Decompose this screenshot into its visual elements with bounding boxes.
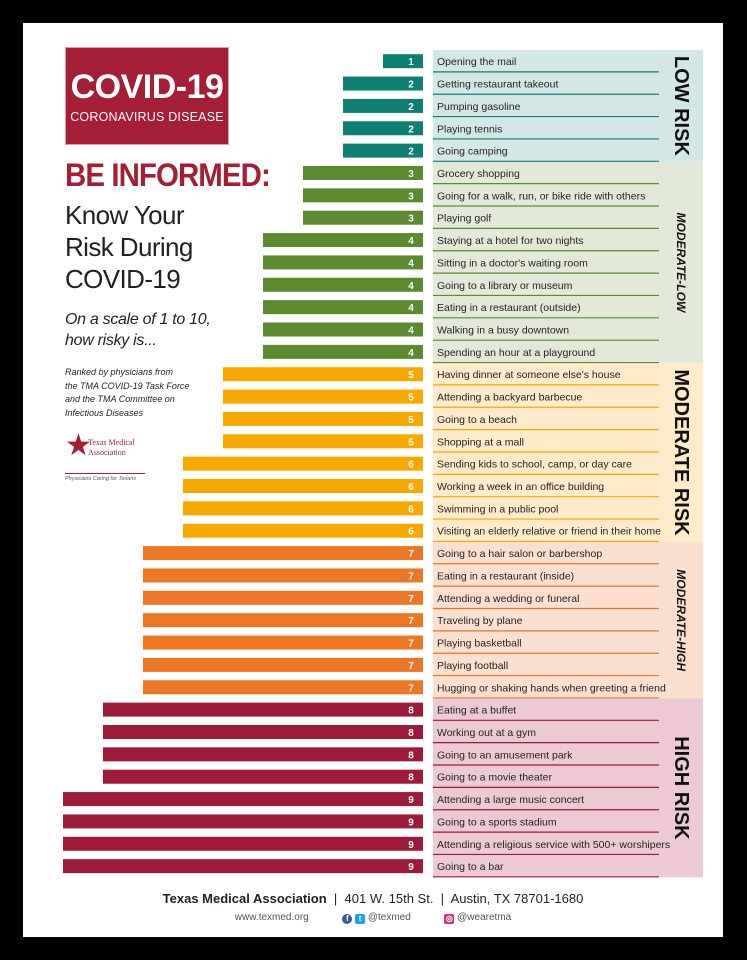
activity-label: Sending kids to school, camp, or day care <box>437 458 632 471</box>
risk-bar <box>143 568 423 582</box>
tma-tagline: Physicians Caring for Texans <box>65 476 137 482</box>
bar-value-label: 8 <box>408 750 414 762</box>
activity-label: Working out at a gym <box>437 726 537 739</box>
facebook-icon[interactable]: f <box>342 914 352 924</box>
instagram-icon[interactable]: ◎ <box>445 914 453 923</box>
risk-bar <box>103 725 423 739</box>
activity-label: Eating in a restaurant (inside) <box>437 570 575 583</box>
footer-links <box>23 912 723 924</box>
bar-value-label: 5 <box>408 437 414 449</box>
activity-label: Going to a bar <box>437 861 504 874</box>
bar-value-label: 5 <box>408 414 414 426</box>
bar-value-label: 4 <box>408 280 414 292</box>
activity-label: Visiting an elderly relative or friend in their home <box>437 525 661 538</box>
bar-value-label: 2 <box>408 101 414 113</box>
footer-street: 401 W. 15th St. <box>344 891 434 906</box>
bar-value-label: 3 <box>408 168 414 180</box>
footer-address <box>23 891 723 906</box>
bar-value-label: 2 <box>408 124 414 136</box>
footer-website[interactable]: www.texmed.org <box>234 912 309 923</box>
activity-label: Working a week in an office building <box>437 481 605 494</box>
ranked-line-1: Ranked by physicians from <box>65 367 174 377</box>
bar-value-label: 3 <box>408 213 414 225</box>
texas-star-icon: ★ <box>65 429 92 462</box>
infographic-page <box>23 23 723 937</box>
bar-value-label: 4 <box>408 303 414 315</box>
logo-divider <box>65 473 145 474</box>
footer-instagram-handle[interactable]: @wearetma <box>457 912 512 923</box>
activity-label: Traveling by plane <box>437 615 523 628</box>
activity-label: Pumping gasoline <box>437 100 521 113</box>
bar-value-label: 7 <box>408 638 414 650</box>
risk-bar <box>103 747 423 761</box>
footer-separator-1: | <box>333 891 338 906</box>
risk-group-label: MODERATE RISK <box>670 369 692 536</box>
bar-value-label: 6 <box>408 526 414 538</box>
risk-bar <box>223 434 423 448</box>
risk-bar <box>183 501 423 515</box>
activity-label: Eating at a buffet <box>437 704 517 717</box>
know-line-2: Risk During <box>65 232 193 262</box>
activity-label: Going camping <box>437 145 508 158</box>
bar-value-label: 7 <box>408 549 414 561</box>
risk-bar <box>63 814 423 828</box>
risk-bar <box>103 703 423 717</box>
risk-group-label: LOW RISK <box>670 55 692 156</box>
know-your-risk-heading <box>65 199 285 295</box>
know-line-3: COVID-19 <box>65 264 181 294</box>
bar-value-label: 7 <box>408 683 414 695</box>
risk-bar <box>183 479 423 493</box>
activity-label: Shopping at a mall <box>437 436 524 449</box>
activity-label: Staying at a hotel for two nights <box>437 235 584 248</box>
bar-value-label: 6 <box>408 482 414 494</box>
activity-label: Having dinner at someone else's house <box>437 369 621 382</box>
footer-separator-2: | <box>440 891 445 906</box>
bar-value-label: 7 <box>408 616 414 628</box>
activity-label: Going to an amusement park <box>437 749 573 762</box>
scale-question <box>65 309 211 351</box>
risk-bar <box>263 233 423 247</box>
activity-label: Opening the mail <box>437 56 517 69</box>
activity-label: Attending a large music concert <box>437 794 585 807</box>
bar-value-label: 4 <box>408 347 414 359</box>
risk-bar <box>263 300 423 314</box>
title-subtitle: CORONAVIRUS DISEASE <box>70 110 224 124</box>
activity-label: Spending an hour at a playground <box>437 346 596 359</box>
bar-value-label: 3 <box>408 191 414 203</box>
bar-value-label: 7 <box>408 660 414 672</box>
bar-value-label: 6 <box>408 504 414 516</box>
activity-label: Swimming in a public pool <box>437 503 559 516</box>
bar-value-label: 8 <box>408 727 414 739</box>
bar-value-label: 9 <box>408 862 414 874</box>
scale-line-1: On a scale of 1 to 10, <box>65 311 211 328</box>
activity-label: Sitting in a doctor's waiting room <box>437 257 588 270</box>
bar-value-label: 5 <box>408 392 414 404</box>
risk-bar <box>143 658 423 672</box>
bar-value-label: 1 <box>408 57 414 69</box>
risk-bar <box>143 636 423 650</box>
bar-value-label: 9 <box>408 817 414 829</box>
be-informed-heading: BE INFORMED: <box>65 157 270 193</box>
footer-org: Texas Medical Association <box>162 891 327 906</box>
twitter-icon[interactable]: t <box>355 914 365 924</box>
bar-value-label: 6 <box>408 459 414 471</box>
scale-line-2: how risky is... <box>65 332 157 349</box>
title-main: COVID-19 <box>70 68 224 106</box>
risk-bar <box>263 323 423 337</box>
risk-bar <box>263 345 423 359</box>
activity-label: Attending a wedding or funeral <box>437 592 580 605</box>
bar-value-label: 8 <box>408 772 414 784</box>
risk-bar <box>223 390 423 404</box>
know-line-1: Know Your <box>65 200 184 230</box>
risk-bar <box>63 837 423 851</box>
activity-label: Playing basketball <box>437 637 522 650</box>
risk-bar <box>223 412 423 426</box>
bar-value-label: 5 <box>408 370 414 382</box>
risk-bar <box>183 457 423 471</box>
risk-bar <box>263 278 423 292</box>
bar-value-label: 7 <box>408 571 414 583</box>
activity-label: Going to a beach <box>437 413 517 426</box>
risk-bar <box>223 367 423 381</box>
footer-city: Austin, TX 78701-1680 <box>450 891 584 906</box>
tma-logo-name <box>88 438 135 458</box>
risk-bar <box>143 613 423 627</box>
covid-title-box <box>65 47 229 145</box>
bar-value-label: 4 <box>408 325 414 337</box>
activity-label: Attending a backyard barbecue <box>437 391 583 404</box>
risk-bar <box>263 255 423 269</box>
activity-label: Going to a library or museum <box>437 279 573 292</box>
bar-value-label: 4 <box>408 258 414 270</box>
risk-bar <box>143 680 423 694</box>
risk-group-label: HIGH RISK <box>670 736 692 840</box>
tma-logo-name-line-1: Texas Medical <box>88 438 135 447</box>
ranked-by-note <box>65 366 189 420</box>
risk-bar <box>383 54 423 68</box>
activity-label: Walking in a busy downtown <box>437 324 570 337</box>
activity-label: Grocery shopping <box>437 167 520 180</box>
activity-label: Going to a movie theater <box>437 771 552 784</box>
risk-bar <box>63 792 423 806</box>
tma-logo-name-line-2: Association <box>88 448 126 457</box>
activity-label: Playing football <box>437 659 509 672</box>
activity-label: Going to a hair salon or barbershop <box>437 548 603 561</box>
footer-social-handle[interactable]: @texmed <box>367 912 411 923</box>
bar-value-label: 7 <box>408 593 414 605</box>
risk-bar <box>103 770 423 784</box>
bar-value-label: 2 <box>408 79 414 91</box>
risk-bar <box>143 546 423 560</box>
ranked-line-2: the TMA COVID-19 Task Force <box>65 380 190 391</box>
risk-group-label: MODERATE-HIGH <box>674 569 688 672</box>
activity-label: Going to a sports stadium <box>437 816 557 829</box>
risk-bar <box>63 859 423 873</box>
activity-label: Playing tennis <box>437 123 503 136</box>
activity-label: Attending a religious service with 500+ worshipers <box>437 838 671 851</box>
bar-value-label: 2 <box>408 146 414 158</box>
bar-value-label: 8 <box>408 705 414 717</box>
activity-label: Eating in a restaurant (outside) <box>437 302 581 315</box>
ranked-line-3: and the TMA Committee on <box>65 394 175 404</box>
risk-bar <box>183 524 423 538</box>
risk-bar <box>143 591 423 605</box>
ranked-line-4: Infectious Diseases <box>65 407 144 418</box>
activity-label: Going for a walk, run, or bike ride with others <box>437 190 646 203</box>
activity-label: Playing golf <box>437 212 492 225</box>
activity-label: Getting restaurant takeout <box>437 78 559 91</box>
risk-group-label: MODERATE-LOW <box>674 212 688 313</box>
activity-label: Hugging or shaking hands when greeting a friend <box>437 682 666 695</box>
risk-bar <box>303 166 423 180</box>
bar-value-label: 9 <box>408 795 414 807</box>
risk-bar <box>303 188 423 202</box>
risk-bar <box>303 211 423 225</box>
bar-value-label: 9 <box>408 839 414 851</box>
bar-value-label: 4 <box>408 236 414 248</box>
